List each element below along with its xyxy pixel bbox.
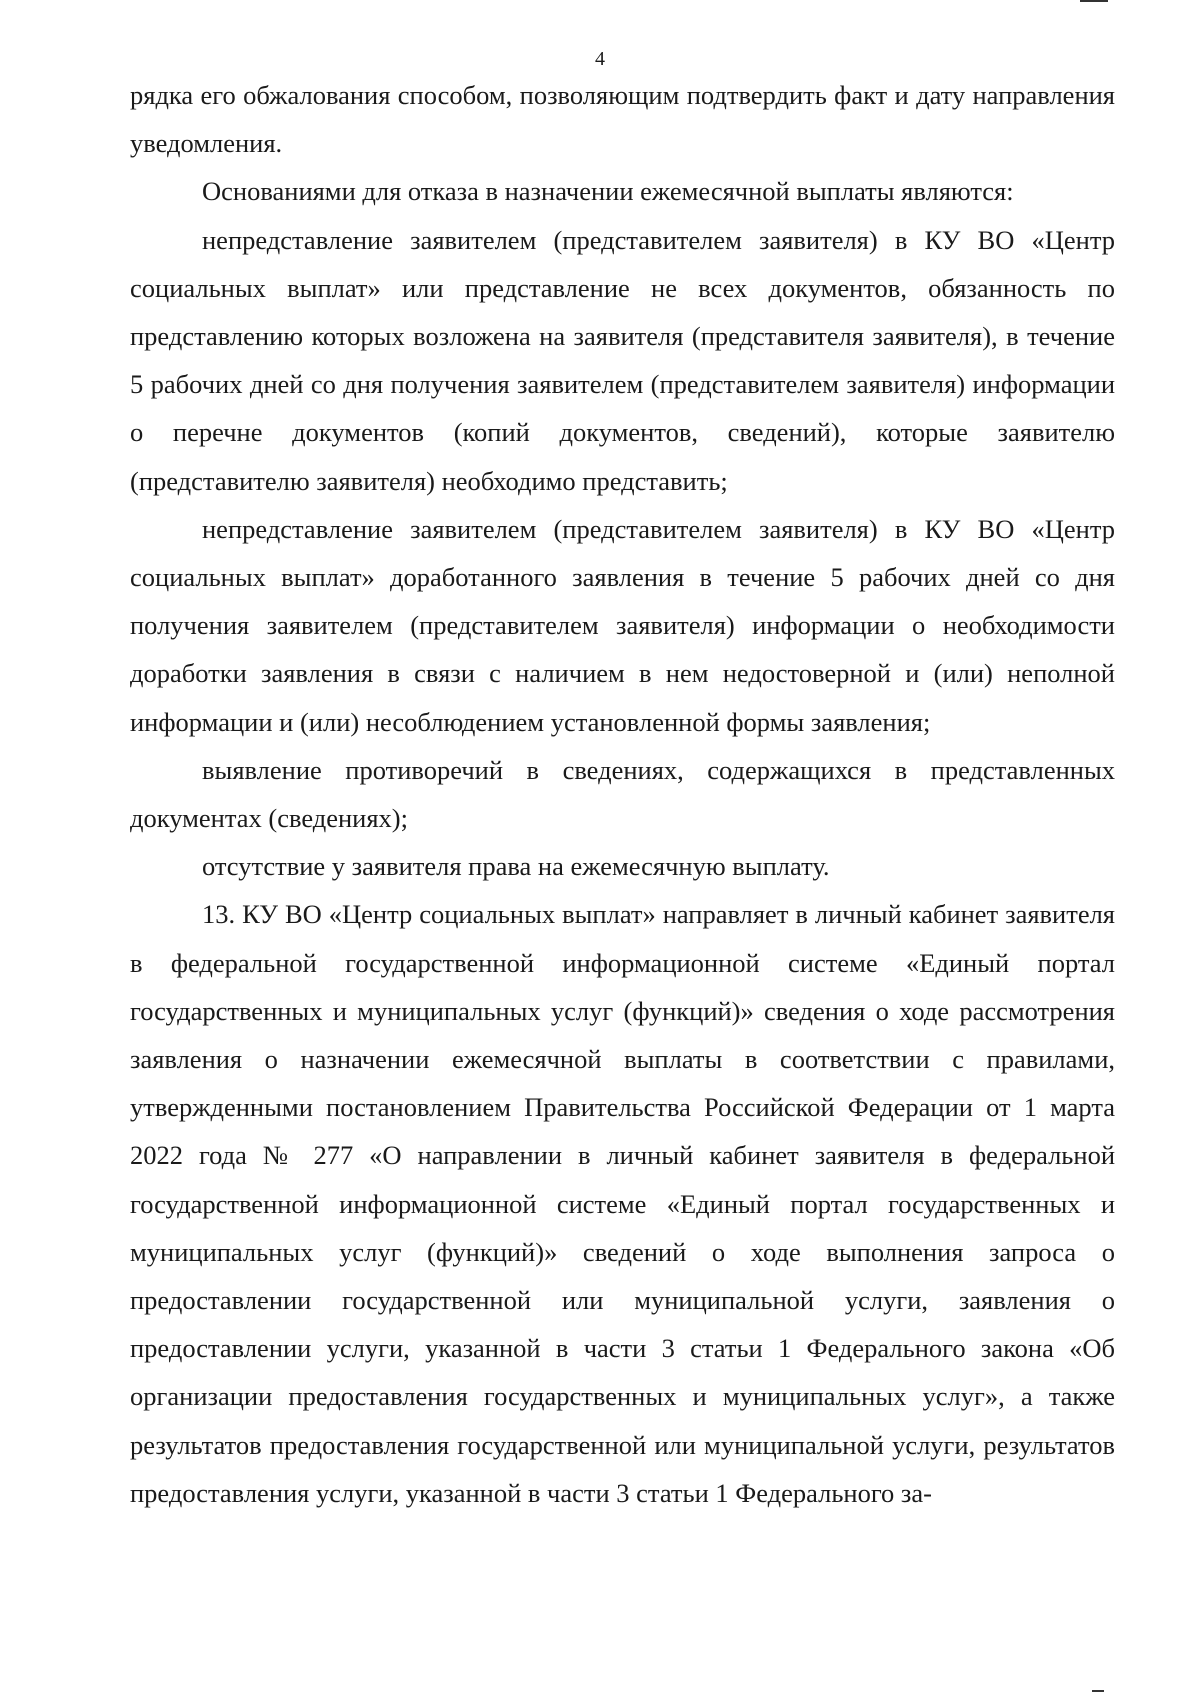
document-body — [130, 71, 1115, 1517]
paragraph-6: отсутствие у заявителя права на ежемесячную выплату. — [202, 851, 830, 882]
paragraph-2: Основаниями для отказа в назначении ежемесячной выплаты являются: — [202, 176, 1014, 207]
paragraph-5: выявление противоречий в сведениях, содержащихся в представленных документах (сведениях); — [130, 754, 1115, 834]
paragraph-3: непредставление заявителем (представителем заявителя) в КУ ВО «Центр социальных выплат» или представление не всех документов, обязанность по представлению которых возложена на заявителя (представителя заявителя), в течение 5 рабочих дней со дня получения заявителем (представителем заявителя) информации о перечне документов (копий документов, сведений), которые заявителю (представителю заявителя) необходимо представить; — [130, 224, 1115, 496]
paragraph-7: 13. КУ ВО «Центр социальных выплат» направляет в личный кабинет заявителя в федеральной государственной информационной системе «Единый портал государственных и муниципальных услуг (функций)» сведения о ходе рассмотрения заявления о назначении ежемесячной выплаты в соответствии с правилами, утвержденными постановлением Правительства Российской Федерации от 1 марта 2022 года № 277 «О направлении в личный кабинет заявителя в федеральной государственной информационной системе «Единый портал государственных и муниципальных услуг (функций)» сведений о ходе выполнения запроса о предоставлении государственной или муниципальной услуги, заявления о предоставлении услуги, указанной в части 3 статьи 1 Федерального закона «Об организации предоставления государственных и муниципальных услуг», а также результатов предоставления государственной или муниципальной услуги, результатов предоставления услуги, указанной в части 3 статьи 1 Федерального за- — [130, 899, 1115, 1508]
page-number: 4 — [595, 48, 605, 70]
paragraph-4: непредставление заявителем (представителем заявителя) в КУ ВО «Центр социальных выплат» доработанного заявления в течение 5 рабочих дней со дня получения заявителем (представителем заявителя) информации о необходимости доработки заявления в связи с наличием в нем недостоверной и (или) неполной информации и (или) несоблюдением установленной формы заявления; — [130, 513, 1115, 737]
scan-mark-top-right — [1080, 0, 1108, 2]
paragraph-1: рядка его обжалования способом, позволяющим подтвердить факт и дату направления уведомления. — [130, 80, 1115, 159]
scan-mark-bottom-right — [1092, 1690, 1104, 1692]
